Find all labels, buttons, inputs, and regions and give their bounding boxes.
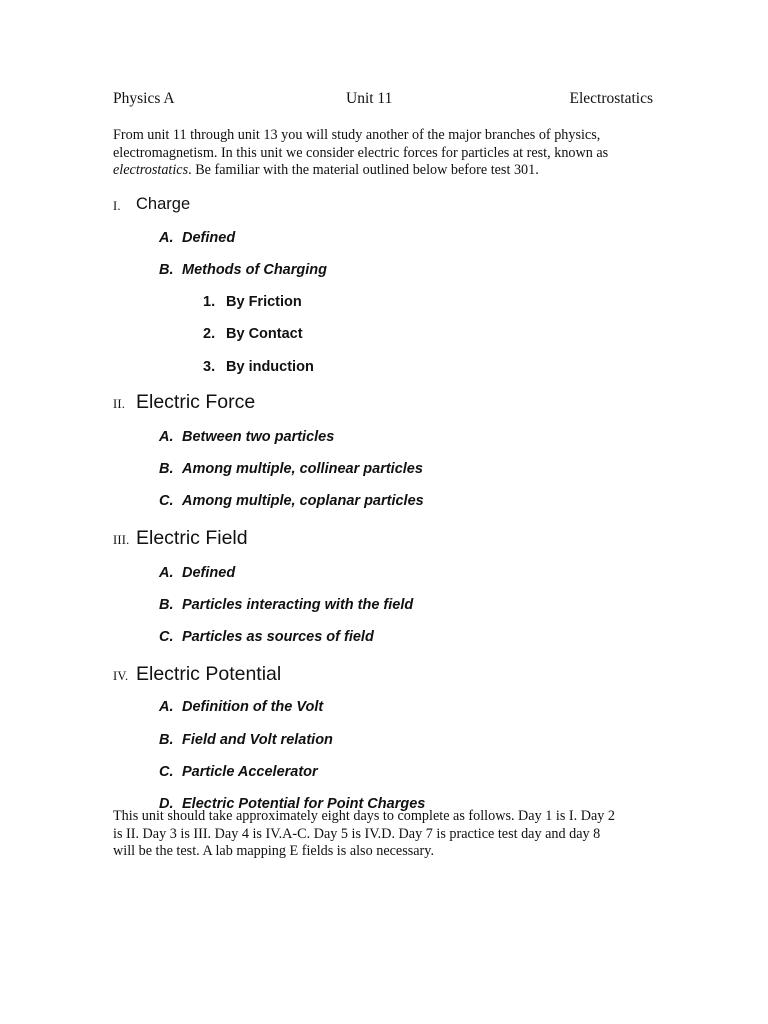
outline-item xyxy=(159,493,424,509)
item-letter: A. xyxy=(159,429,174,445)
item-text: Definition of the Volt xyxy=(182,699,324,715)
schedule-line: is II. Day 3 is III. Day 4 is IV.A-C. Day 5 is IV.D. Day 7 is practice test day and day 8 xyxy=(113,825,601,842)
item-letter: C. xyxy=(159,764,174,780)
intro-italic-term: electrostatics xyxy=(113,162,189,178)
section-numeral: IV. xyxy=(113,669,129,683)
item-letter: C. xyxy=(159,493,174,509)
section-numeral: I. xyxy=(113,199,121,213)
section-title-electric-potential: Electric Potential xyxy=(136,663,282,685)
intro-line: From unit 11 through unit 13 you will study another of the major branches of physics, xyxy=(113,127,601,143)
section-numeral: III. xyxy=(113,533,130,547)
outline-item xyxy=(159,230,235,246)
section-title-charge: Charge xyxy=(136,195,191,213)
schedule-line: This unit should take approximately eight days to complete as follows. Day 1 is I. Day 2 xyxy=(113,808,615,824)
outline-item xyxy=(159,699,323,715)
item-text: Methods of Charging xyxy=(182,262,327,278)
section-numeral: II. xyxy=(113,397,126,411)
item-text: Between two particles xyxy=(182,429,335,445)
outline-item xyxy=(159,629,374,645)
item-text: Electric Potential for Point Charges xyxy=(182,796,426,812)
intro-line: electromagnetism. In this unit we consider electric forces for particles at rest, known as xyxy=(113,144,609,161)
item-letter: A. xyxy=(159,230,174,246)
item-letter: C. xyxy=(159,629,174,645)
outline-subitem xyxy=(203,359,314,375)
outline-subitem xyxy=(203,326,303,342)
item-letter: D. xyxy=(159,796,174,812)
outline-item xyxy=(159,429,334,445)
unit-number: Unit 11 xyxy=(346,90,393,107)
item-letter: B. xyxy=(159,461,174,477)
subitem-text: By Friction xyxy=(226,294,302,310)
item-letter: B. xyxy=(159,262,174,278)
item-text: Particle Accelerator xyxy=(182,764,318,780)
section-title-electric-field: Electric Field xyxy=(136,527,248,549)
subitem-number: 1. xyxy=(203,294,216,310)
item-text: Field and Volt relation xyxy=(182,732,333,748)
section-title-electric-force: Electric Force xyxy=(136,391,256,413)
outline-item xyxy=(159,262,327,278)
outline-item xyxy=(159,764,318,780)
subitem-text: By Contact xyxy=(226,326,303,342)
item-text: Particles as sources of field xyxy=(182,629,374,645)
outline-item xyxy=(159,565,235,581)
item-text: Among multiple, collinear particles xyxy=(182,461,423,477)
subitem-number: 2. xyxy=(203,326,216,342)
intro-line-rest: . Be familiar with the material outlined below before test 301. xyxy=(188,162,539,178)
outline-item xyxy=(159,597,413,613)
item-text: Defined xyxy=(182,565,236,581)
item-letter: A. xyxy=(159,699,174,715)
item-letter: B. xyxy=(159,732,174,748)
unit-topic: Electrostatics xyxy=(569,90,653,107)
intro-line xyxy=(113,162,658,180)
item-letter: A. xyxy=(159,565,174,581)
intro-paragraph xyxy=(113,127,658,180)
outline-subitem xyxy=(203,294,302,310)
schedule-line: will be the test. A lab mapping E fields is also necessary. xyxy=(113,843,434,859)
item-text: Among multiple, coplanar particles xyxy=(182,493,424,509)
document-header xyxy=(113,90,653,112)
item-text: Defined xyxy=(182,230,236,246)
outline-item xyxy=(159,461,423,477)
subitem-number: 3. xyxy=(203,359,216,375)
course-title: Physics A xyxy=(113,90,175,107)
item-text: Particles interacting with the field xyxy=(182,597,414,613)
outline-item xyxy=(159,732,333,748)
schedule-paragraph xyxy=(113,808,658,861)
item-letter: B. xyxy=(159,597,174,613)
subitem-text: By induction xyxy=(226,359,314,375)
